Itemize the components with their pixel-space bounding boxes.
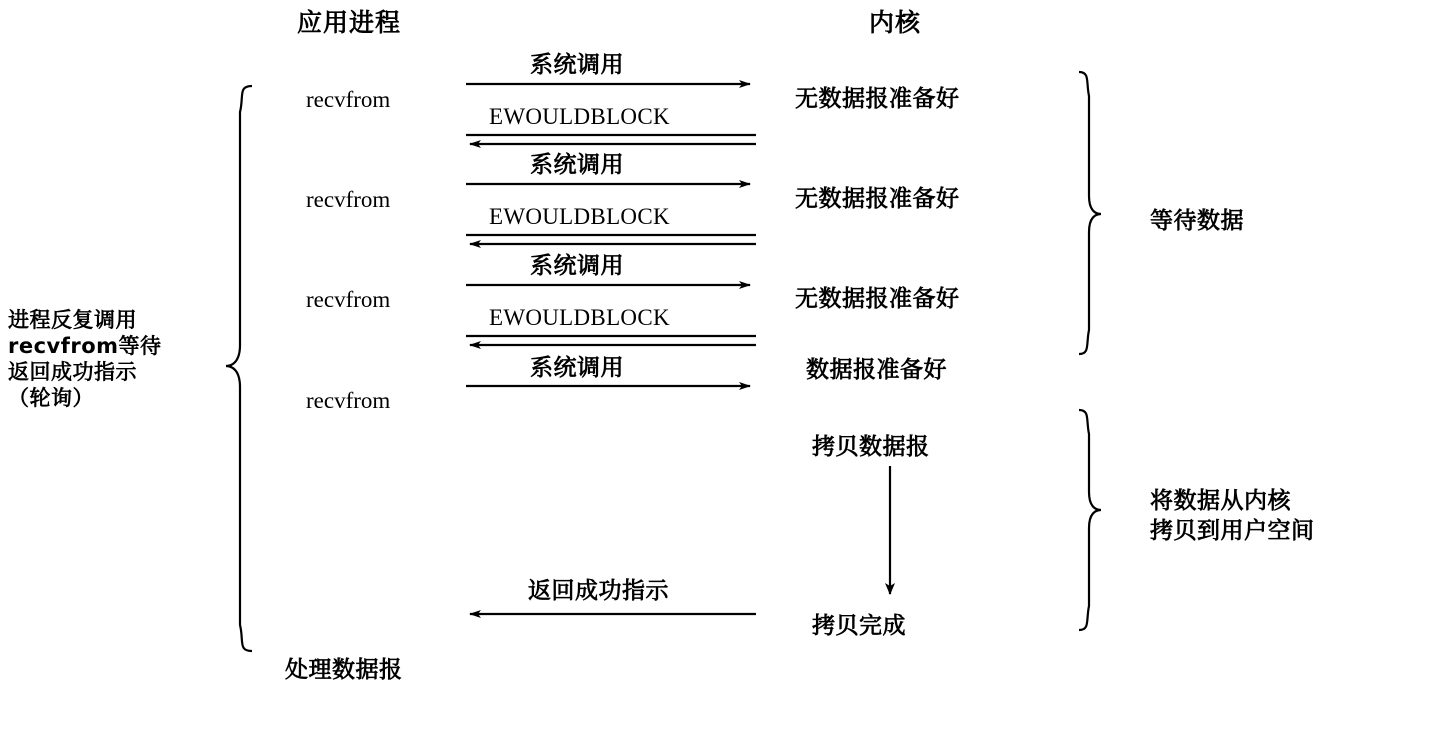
kernel-state-ready: 数据报准备好: [806, 357, 947, 383]
kernel-state-2: 无数据报准备好: [795, 186, 960, 212]
brace-right-wait-data: [1079, 72, 1101, 354]
syscall-label-1: 系统调用: [530, 52, 624, 78]
arrow-ewouldblock-1: [466, 135, 756, 144]
syscall-label-3: 系统调用: [530, 253, 624, 279]
left-note-line-4: （轮询）: [8, 386, 94, 410]
ewouldblock-label-1: EWOULDBLOCK: [489, 104, 670, 129]
recvfrom-label-1: recvfrom: [306, 87, 391, 112]
recvfrom-label-3: recvfrom: [306, 287, 391, 312]
recvfrom-label-4: recvfrom: [306, 388, 391, 413]
brace-left-process: [226, 86, 252, 651]
ewouldblock-label-2: EWOULDBLOCK: [489, 204, 670, 229]
syscall-label-4: 系统调用: [530, 355, 624, 381]
kernel-state-1: 无数据报准备好: [795, 86, 960, 112]
kernel-copy-start-label: 拷贝数据报: [812, 434, 930, 460]
column-header-kernel: 内核: [869, 8, 922, 37]
arrow-ewouldblock-3: [466, 336, 756, 345]
column-header-application-process: 应用进程: [297, 8, 402, 37]
kernel-state-3: 无数据报准备好: [795, 286, 960, 312]
kernel-copy-end-label: 拷贝完成: [812, 613, 906, 639]
return-success-label: 返回成功指示: [528, 578, 669, 604]
arrow-ewouldblock-2: [466, 235, 756, 244]
brace-label-copy-line1: 将数据从内核: [1150, 488, 1291, 514]
brace-label-copy-line2: 拷贝到用户空间: [1150, 518, 1315, 544]
bottom-label-process-datagram: 处理数据报: [285, 657, 403, 683]
brace-right-copy-data: [1079, 410, 1101, 630]
left-note-line-1: 进程反复调用: [8, 308, 137, 332]
brace-label-wait-data: 等待数据: [1150, 208, 1244, 234]
left-note-line-2: recvfrom等待: [8, 334, 162, 358]
recvfrom-label-2: recvfrom: [306, 187, 391, 212]
syscall-label-2: 系统调用: [530, 152, 624, 178]
ewouldblock-label-3: EWOULDBLOCK: [489, 305, 670, 330]
left-note-line-3: 返回成功指示: [8, 360, 137, 384]
